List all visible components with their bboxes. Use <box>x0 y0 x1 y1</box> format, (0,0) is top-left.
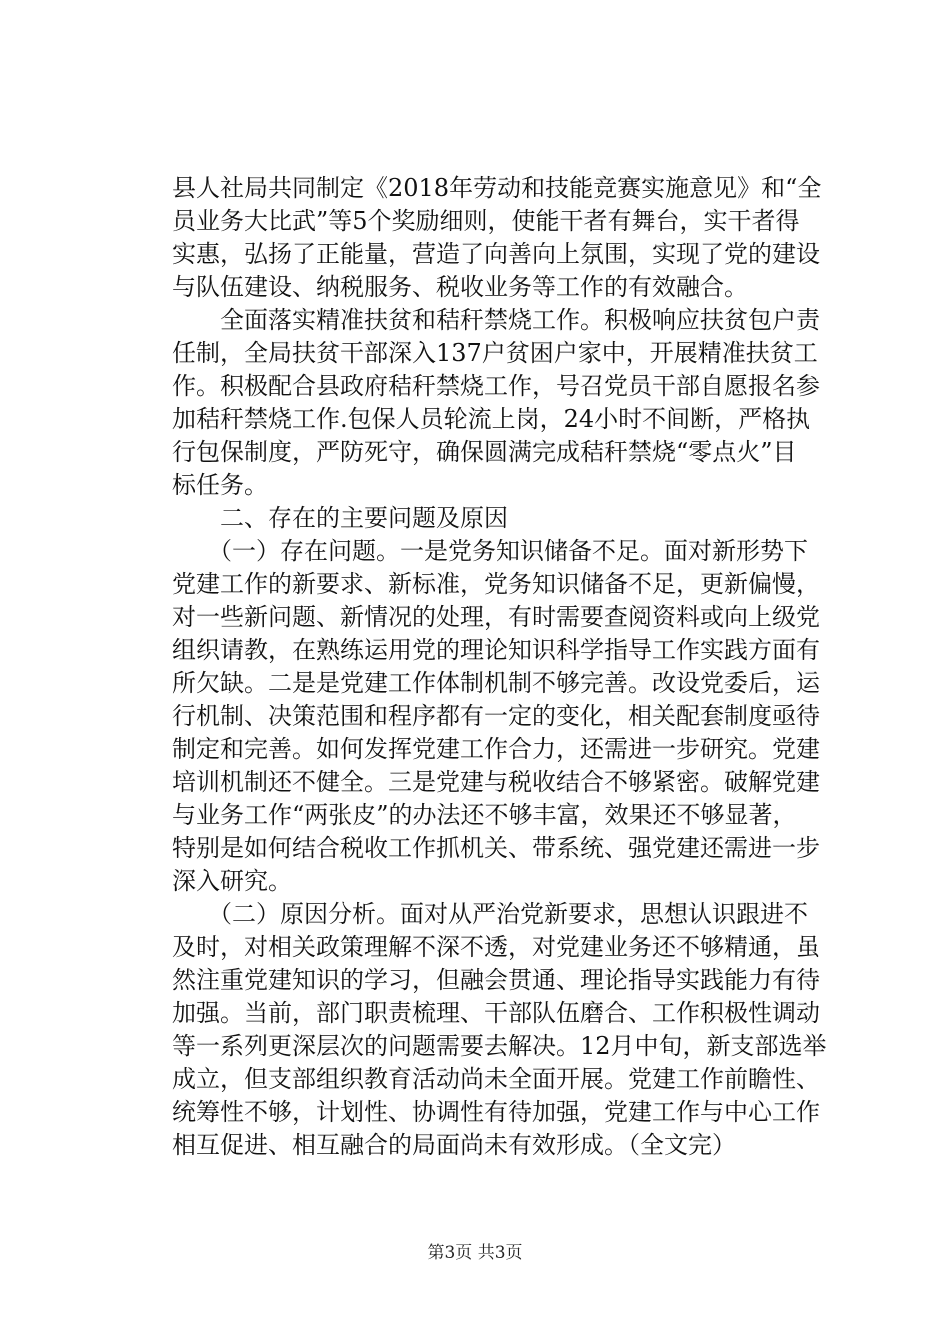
text-line: 行包保制度，严防死守，确保圆满完成秸秆禁烧“零点火”目 <box>172 438 797 466</box>
text-line: 相互促进、相互融合的局面尚未有效形成。（全文完） <box>172 1131 736 1159</box>
text-line: 所欠缺。二是是党建工作体制机制不够完善。改设党委后，运 <box>172 669 820 697</box>
text-line: 与队伍建设、纳税服务、税收业务等工作的有效融合。 <box>172 273 748 301</box>
text-line: 然注重党建知识的学习，但融会贯通、理论指导实践能力有待 <box>172 966 820 994</box>
text-line: 统筹性不够，计划性、协调性有待加强，党建工作与中心工作 <box>172 1098 820 1126</box>
text-line: 对一些新问题、新情况的处理，有时需要查阅资料或向上级党 <box>172 603 820 631</box>
text-line: 制定和完善。如何发挥党建工作合力，还需进一步研究。党建 <box>172 735 820 763</box>
text-line: 党建工作的新要求、新标准，党务知识储备不足，更新偏慢， <box>172 570 820 598</box>
text-line: 员业务大比武”等5个奖励细则，使能干者有舞台，实干者得 <box>172 207 800 235</box>
text-line: 行机制、决策范围和程序都有一定的变化，相关配套制度亟待 <box>172 702 820 730</box>
text-line: 作。积极配合县政府秸秆禁烧工作，号召党员干部自愿报名参 <box>172 372 820 400</box>
text-line: 等一系列更深层次的问题需要去解决。12月中旬，新支部选举 <box>172 1032 827 1060</box>
text-line: 深入研究。 <box>172 867 292 895</box>
text-line: 及时，对相关政策理解不深不透，对党建业务还不够精通，虽 <box>172 933 820 961</box>
text-line: 标任务。 <box>172 471 268 499</box>
text-line: 与业务工作“两张皮”的办法还不够丰富，效果还不够显著， <box>172 801 797 829</box>
text-line: 组织请教，在熟练运用党的理论知识科学指导工作实践方面有 <box>172 636 820 664</box>
text-line: 特别是如何结合税收工作抓机关、带系统、强党建还需进一步 <box>172 834 820 862</box>
text-line: 实惠，弘扬了正能量，营造了向善向上氛围，实现了党的建设 <box>172 240 820 268</box>
page-number-footer: 第3页 共3页 <box>427 1243 523 1263</box>
text-line: 成立，但支部组织教育活动尚未全面开展。党建工作前瞻性、 <box>172 1065 820 1093</box>
paragraph-heading-line: 全面落实精准扶贫和秸秆禁烧工作。积极响应扶贫包户责 <box>172 306 820 334</box>
text-line: 加秸秆禁烧工作.包保人员轮流上岗，24小时不间断，严格执 <box>172 405 811 433</box>
text-line: （一）存在问题。一是党务知识储备不足。面对新形势下 <box>172 537 808 565</box>
text-line: 任制，全局扶贫干部深入137户贫困户家中，开展精准扶贫工 <box>172 339 818 367</box>
text-line: 加强。当前，部门职责梳理、干部队伍磨合、工作积极性调动 <box>172 999 820 1027</box>
section-heading: 二、存在的主要问题及原因 <box>172 504 508 532</box>
text-line: （二）原因分析。面对从严治党新要求，思想认识跟进不 <box>172 900 808 928</box>
text-line: 培训机制还不健全。三是党建与税收结合不够紧密。破解党建 <box>172 768 820 796</box>
text-line: 县人社局共同制定《2018年劳动和技能竞赛实施意见》和“全 <box>172 174 822 202</box>
document-body <box>172 172 830 1162</box>
